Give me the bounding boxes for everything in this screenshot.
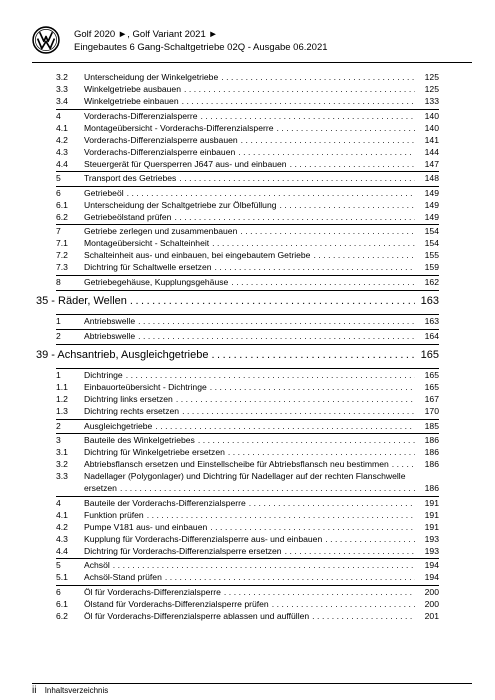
footer-label: Inhaltsverzeichnis: [44, 686, 109, 695]
toc-title: Getriebe zerlegen und zusammenbauen: [84, 226, 238, 236]
toc-number: 4: [56, 110, 61, 121]
toc-number: 1.2: [56, 394, 68, 404]
toc-leader-dots: [113, 559, 415, 571]
toc-leader-dots: [179, 172, 415, 184]
toc-item-row[interactable]: [56, 95, 439, 107]
toc-page-number: 191: [424, 497, 439, 508]
toc-number: 5: [56, 560, 61, 570]
toc-number: 4.3: [56, 533, 68, 544]
toc-page-number: 194: [424, 572, 439, 582]
toc-page-number: 193: [424, 533, 439, 544]
toc-leader-dots: [212, 237, 415, 249]
toc-number: 7.3: [56, 262, 68, 272]
toc-item-row[interactable]: [56, 458, 439, 470]
toc-title: Vorderachs-Differenzialsperre einbauen: [84, 146, 236, 157]
vw-logo-icon: [32, 26, 60, 54]
toc-title: Montageübersicht - Schalteinheit: [84, 238, 210, 248]
toc-leader-dots: [240, 225, 415, 237]
toc-page-number: 193: [424, 545, 439, 556]
toc-page-number: 149: [424, 199, 439, 210]
toc-title: Unterscheidung der Schaltgetriebe zur Ölbefüllung: [84, 199, 277, 210]
toc-page-number: 144: [424, 146, 439, 157]
toc-number: 3.3: [56, 471, 68, 481]
toc-chapter-row[interactable]: [36, 344, 439, 367]
toc-leader-dots: [238, 146, 415, 158]
toc-number: 6: [56, 187, 61, 198]
toc-number: 4: [56, 497, 61, 508]
toc-leader-dots: [231, 276, 415, 288]
toc-title: Schalteinheit aus- und einbauen, bei eingebautem Getriebe: [84, 250, 311, 260]
toc-section-row[interactable]: [56, 419, 439, 432]
toc-section-row[interactable]: [56, 496, 439, 509]
toc-leader-dots: [155, 420, 415, 432]
toc-leader-dots: [130, 291, 415, 311]
toc-leader-dots: [138, 315, 415, 327]
toc-number: 6: [56, 586, 61, 597]
toc-leader-dots: [325, 533, 415, 545]
toc-page-number: 165: [420, 348, 439, 361]
toc-leader-dots: [182, 405, 415, 417]
footer-page-number: ii: [32, 685, 37, 696]
toc-item-row[interactable]: [56, 83, 439, 95]
footer-divider: [32, 683, 472, 684]
toc-leader-dots: [249, 497, 415, 509]
toc-title: Bauteile der Vorderachs-Differenzialsperre: [84, 497, 246, 508]
toc-page-number: 159: [424, 262, 439, 272]
toc-title: Öl für Vorderachs-Differenzialsperre ablassen und auffüllen: [84, 610, 310, 621]
toc-leader-dots: [184, 83, 415, 95]
toc-title: Nadellager (Polygonlager) und Dichtring für Nadellager auf der rechten Flanschwelle: [84, 471, 406, 481]
toc-item-row[interactable]: [56, 533, 439, 545]
toc-page-number: 163: [424, 316, 439, 326]
toc-page-number: 165: [424, 370, 439, 380]
toc-page-number: 155: [424, 250, 439, 260]
toc-title: Getriebegehäuse, Kupplungsgehäuse: [84, 276, 229, 287]
toc-leader-dots: [165, 571, 415, 583]
toc-item-row[interactable]: [56, 211, 439, 223]
toc-leader-dots: [280, 199, 415, 211]
toc-leader-dots: [224, 586, 415, 598]
toc-section-row[interactable]: [56, 329, 439, 342]
table-of-contents: [36, 71, 439, 622]
toc-item-row[interactable]: [56, 249, 439, 261]
toc-page-number: 164: [424, 330, 439, 341]
toc-section-row[interactable]: [56, 558, 439, 571]
toc-item-row[interactable]: [56, 381, 439, 393]
toc-page-number: 163: [420, 294, 439, 307]
toc-title: Pumpe V181 aus- und einbauen: [84, 521, 208, 532]
header-model-line: Golf 2020 ►, Golf Variant 2021 ►: [74, 29, 218, 40]
toc-item-row[interactable]: [56, 237, 439, 249]
header-text: [74, 28, 328, 54]
toc-leader-dots: [313, 249, 415, 261]
toc-item-row[interactable]: [56, 470, 439, 494]
toc-item-row[interactable]: [56, 446, 439, 458]
toc-item-row[interactable]: [56, 158, 439, 170]
toc-leader-dots: [228, 446, 415, 458]
toc-number: 1: [56, 316, 61, 326]
toc-number: 3.3: [56, 84, 68, 94]
toc-page-number: 200: [424, 586, 439, 597]
toc-page-number: 141: [424, 134, 439, 145]
toc-number: 6.2: [56, 211, 68, 222]
toc-title: Abtriebswelle: [84, 330, 136, 341]
toc-page-number: 200: [424, 598, 439, 609]
toc-page-number: 191: [424, 509, 439, 520]
toc-item-row[interactable]: [56, 393, 439, 405]
toc-page-number: 194: [424, 560, 439, 570]
toc-page-number: 148: [424, 173, 439, 183]
toc-leader-dots: [120, 482, 415, 494]
toc-page-number: 185: [424, 420, 439, 431]
toc-title: Winkelgetriebe einbauen: [84, 96, 179, 106]
toc-section-row[interactable]: [56, 275, 439, 288]
toc-page-number: 154: [424, 226, 439, 236]
toc-page-number: 125: [424, 84, 439, 94]
toc-number: 6.1: [56, 199, 68, 210]
toc-title: Dichtringe: [84, 370, 123, 380]
toc-title: Einbauorteübersicht - Dichtringe: [84, 382, 207, 392]
toc-number: 4.2: [56, 134, 68, 145]
toc-leader-dots: [290, 158, 415, 170]
toc-chapter-row[interactable]: [36, 290, 439, 313]
toc-number: 1.3: [56, 406, 68, 416]
page-footer: [32, 686, 108, 696]
toc-page-number: 165: [424, 382, 439, 392]
toc-item-row[interactable]: [56, 598, 439, 610]
toc-title: 35 - Räder, Wellen: [36, 294, 127, 307]
toc-section-row[interactable]: [56, 314, 439, 327]
toc-leader-dots: [211, 345, 415, 365]
toc-title: Unterscheidung der Winkelgetriebe: [84, 72, 219, 82]
toc-title: Öl für Vorderachs-Differenzialsperre: [84, 586, 221, 597]
toc-item-row[interactable]: [56, 71, 439, 83]
toc-leader-dots: [241, 134, 415, 146]
toc-page-number: 186: [424, 459, 439, 469]
toc-title: Dichtring für Schaltwelle ersetzen: [84, 262, 212, 272]
toc-number: 6.2: [56, 610, 68, 621]
toc-item-row[interactable]: [56, 521, 439, 533]
toc-number: 4.2: [56, 521, 68, 532]
toc-number: 7: [56, 226, 61, 236]
toc-page-number: 186: [424, 447, 439, 457]
toc-leader-dots: [312, 610, 415, 622]
toc-leader-dots: [210, 521, 415, 533]
toc-section-row[interactable]: [56, 224, 439, 237]
toc-leader-dots: [276, 122, 415, 134]
header-divider: [32, 62, 472, 63]
toc-page-number: 149: [424, 211, 439, 222]
toc-leader-dots: [221, 71, 415, 83]
toc-page-number: 140: [424, 122, 439, 133]
toc-title: Steuergerät für Quersperren J647 aus- und einbauen: [84, 158, 287, 169]
toc-item-row[interactable]: [56, 134, 439, 146]
toc-title: Achsöl-Stand prüfen: [84, 572, 162, 582]
toc-leader-dots: [174, 211, 415, 223]
toc-item-row[interactable]: [56, 122, 439, 134]
toc-item-row[interactable]: [56, 610, 439, 622]
toc-leader-dots: [147, 509, 415, 521]
toc-title: 39 - Achsantrieb, Ausgleichgetriebe: [36, 348, 209, 361]
toc-item-row[interactable]: [56, 545, 439, 557]
toc-item-row[interactable]: [56, 199, 439, 211]
toc-item-row[interactable]: [56, 571, 439, 583]
toc-page-number: 154: [424, 238, 439, 248]
toc-page-number: 162: [424, 276, 439, 287]
toc-number: 4.3: [56, 146, 68, 157]
toc-title: Getriebeölstand prüfen: [84, 211, 172, 222]
toc-title: Dichtring für Winkelgetriebe ersetzen: [84, 447, 225, 457]
toc-number: 5: [56, 173, 61, 183]
toc-title: Kupplung für Vorderachs-Differenzialsperre aus- und einbauen: [84, 533, 323, 544]
toc-item-row[interactable]: [56, 405, 439, 417]
toc-title: Vorderachs-Differenzialsperre ausbauen: [84, 134, 238, 145]
toc-number: 3.2: [56, 72, 68, 82]
toc-page-number: 147: [424, 158, 439, 169]
toc-leader-dots: [272, 598, 415, 610]
toc-leader-dots: [126, 369, 415, 381]
toc-leader-dots: [182, 95, 415, 107]
toc-number: 1: [56, 370, 61, 380]
toc-leader-dots: [215, 261, 415, 273]
toc-title: Dichtring rechts ersetzen: [84, 406, 180, 416]
toc-title: Getriebeöl: [84, 187, 124, 198]
toc-section-row[interactable]: [56, 368, 439, 381]
toc-leader-dots: [210, 381, 415, 393]
toc-section-row[interactable]: [56, 585, 439, 598]
toc-item-row[interactable]: [56, 146, 439, 158]
toc-page-number: 170: [424, 406, 439, 416]
toc-number: 1.1: [56, 382, 68, 392]
toc-page-number: 133: [424, 96, 439, 106]
toc-title: Dichtring für Vorderachs-Differenzialsperre ersetzen: [84, 545, 282, 556]
toc-page-number: 191: [424, 521, 439, 532]
toc-title: Abtriebsflansch ersetzen und Einstellscheibe für Abtriebsflansch neu bestimmen: [84, 459, 389, 469]
toc-title-continued: ersetzen: [84, 483, 117, 493]
toc-item-row[interactable]: [56, 261, 439, 273]
toc-number: 4.4: [56, 158, 68, 169]
toc-number: 4.4: [56, 545, 68, 556]
toc-leader-dots: [138, 330, 415, 342]
toc-number: 4.1: [56, 509, 68, 520]
toc-number: 7.2: [56, 250, 68, 260]
toc-leader-dots: [285, 545, 415, 557]
toc-title: Antriebswelle: [84, 316, 136, 326]
toc-leader-dots: [127, 187, 415, 199]
page-header: [32, 26, 472, 66]
toc-page-number: 201: [424, 610, 439, 621]
toc-title: Ölstand für Vorderachs-Differenzialsperre prüfen: [84, 598, 269, 609]
toc-page-number: 125: [424, 72, 439, 82]
toc-leader-dots: [201, 110, 415, 122]
toc-number: 7.1: [56, 238, 68, 248]
toc-title: Ausgleichgetriebe: [84, 420, 153, 431]
toc-page-number: 167: [424, 394, 439, 404]
toc-title: Montageübersicht - Vorderachs-Differenzialsperre: [84, 122, 274, 133]
toc-number: 5.1: [56, 572, 68, 582]
toc-leader-dots: [198, 434, 415, 446]
toc-item-row[interactable]: [56, 509, 439, 521]
toc-number: 3.1: [56, 447, 68, 457]
toc-page-number: 186: [424, 483, 439, 493]
toc-section-row[interactable]: [56, 171, 439, 184]
toc-number: 2: [56, 420, 61, 431]
toc-number: 2: [56, 330, 61, 341]
toc-number: 3.4: [56, 96, 68, 106]
toc-leader-dots: [176, 393, 415, 405]
toc-leader-dots: [392, 458, 415, 470]
toc-title: Funktion prüfen: [84, 509, 144, 520]
toc-page-number: 149: [424, 187, 439, 198]
toc-title: Bauteile des Winkelgetriebes: [84, 435, 195, 445]
toc-title: Transport des Getriebes: [84, 173, 177, 183]
toc-number: 8: [56, 276, 61, 287]
toc-page-number: 140: [424, 110, 439, 121]
toc-title: Winkelgetriebe ausbauen: [84, 84, 181, 94]
toc-page-number: 186: [424, 435, 439, 445]
toc-number: 3: [56, 435, 61, 445]
toc-section-row[interactable]: [56, 186, 439, 199]
toc-section-row[interactable]: [56, 109, 439, 122]
toc-number: 4.1: [56, 122, 68, 133]
header-title-line: Eingebautes 6 Gang-Schaltgetriebe 02Q - Ausgabe 06.2021: [74, 42, 328, 53]
toc-section-row[interactable]: [56, 433, 439, 446]
toc-title: Achsöl: [84, 560, 110, 570]
toc-title: Vorderachs-Differenzialsperre: [84, 110, 198, 121]
toc-title: Dichtring links ersetzen: [84, 394, 173, 404]
toc-number: 3.2: [56, 459, 68, 469]
toc-number: 6.1: [56, 598, 68, 609]
